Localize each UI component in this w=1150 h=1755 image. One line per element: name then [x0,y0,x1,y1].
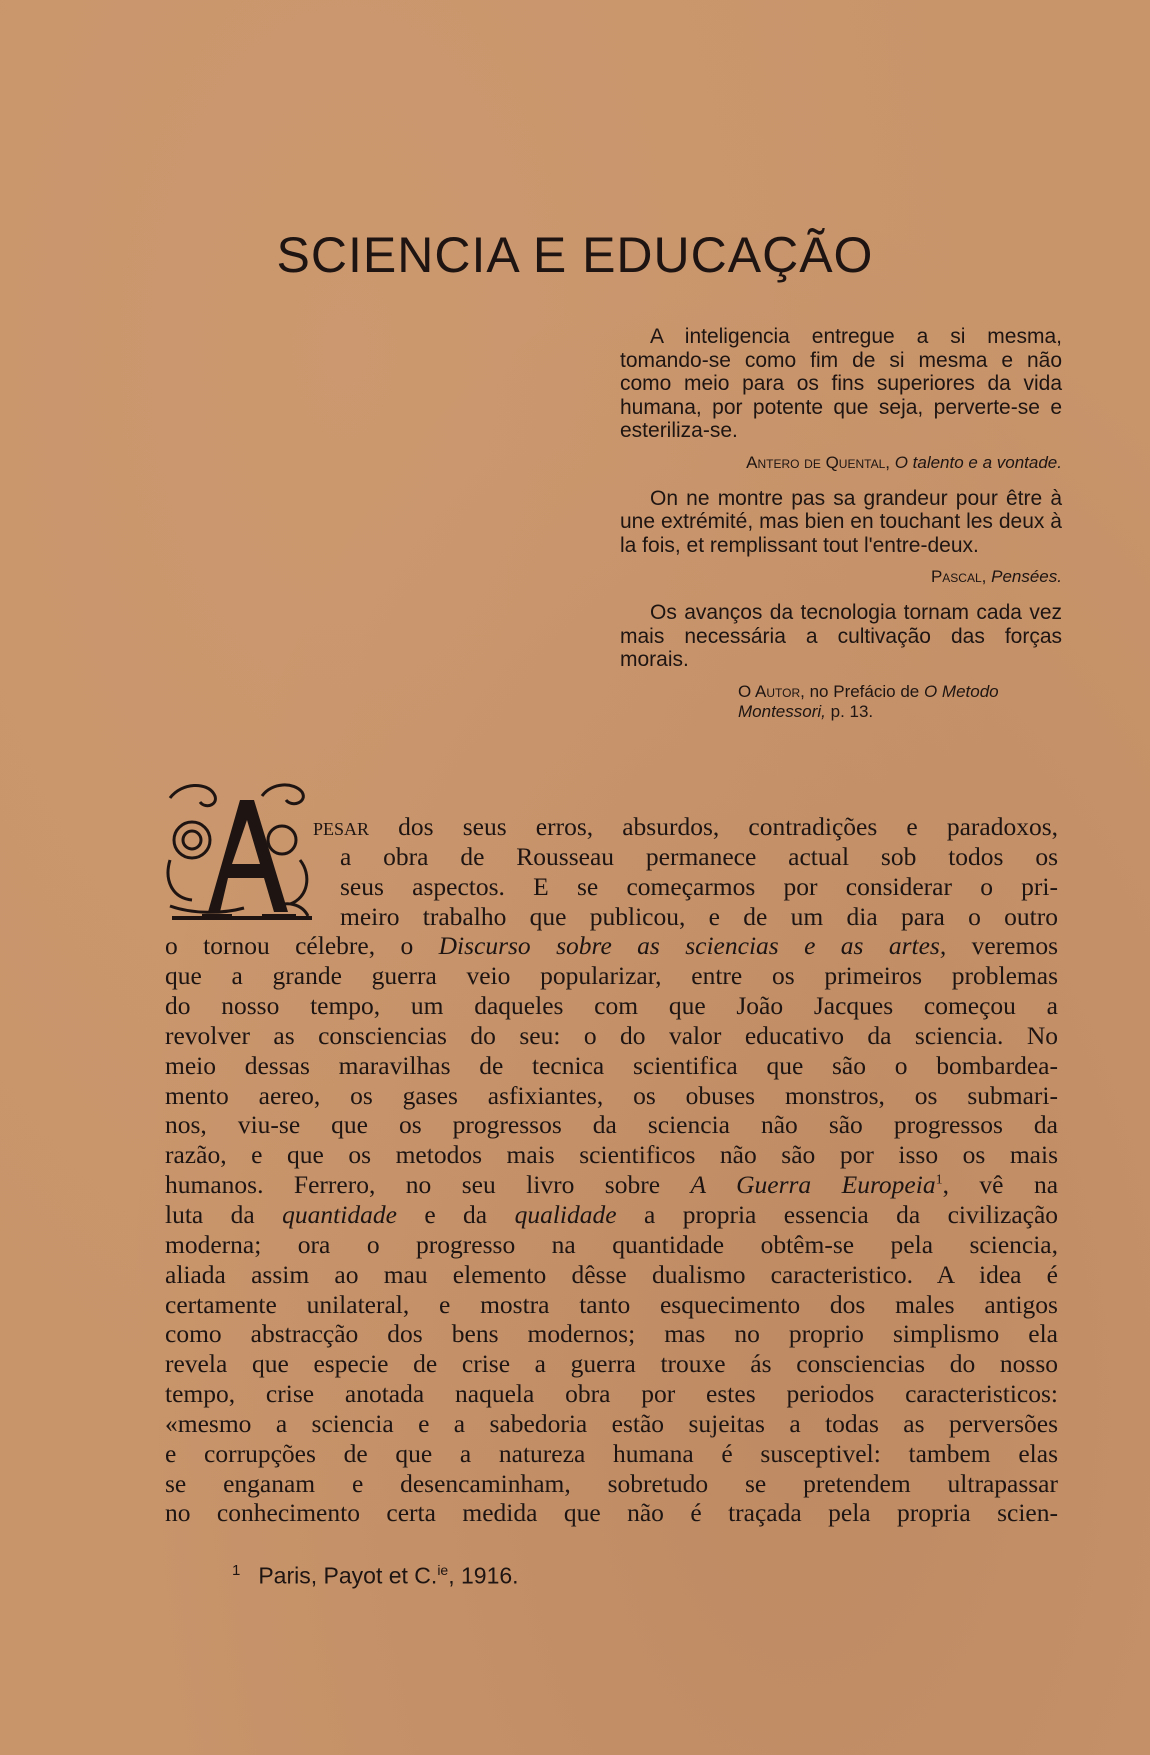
body-line-5: o tornou célebre, o Discurso sobre as sciencias e as artes, veremos [165,931,1058,961]
epigraph-1-citation [620,453,1062,473]
body-line-24: no conhecimento certa medida que não é traçada pela propria scien- [165,1498,1058,1528]
footnote: $^1$ Paris, Payot et C.$^{ie}$, 1916. [232,1562,519,1589]
body-line-11: nos, viu-se que os progressos da sciencia não são progressos da [165,1110,1058,1140]
body-line-13: humanos. Ferrero, no seu livro sobre A Guerra Europeia$^1$, vê na [165,1170,1059,1200]
body-line-12: razão, e que os metodos mais scientificos não são por isso os mais [165,1140,1058,1170]
body-line-7: do nosso tempo, um daqueles com que João Jacques começou a [165,991,1058,1021]
body-text [165,812,1058,1528]
body-line-16: aliada assim ao mau elemento dêsse dualismo caracteristico. A idea é [165,1259,1058,1289]
epigraph-2-text: On ne montre pas sa grandeur pour être à une extrémité, mas bien en touchant les deux à la fois, et remplissant tout l'entre-deux. [620,486,1062,557]
dropcap-letter: A [162,780,163,781]
body-line-10: mento aereo, os gases asfixiantes, os obuses monstros, os submari- [165,1080,1058,1110]
body-line-18: como abstracção dos bens modernos; mas no proprio simplismo ela [165,1319,1058,1349]
epigraph-3-middle: no Prefácio de [809,681,920,701]
body-line-3: seus aspectos. E se começarmos por considerar o pri- [340,871,1058,901]
epigraph-2-citation [620,567,1062,587]
body-line-23: se enganam e desencaminham, sobretudo se pretendem ultrapassar [165,1468,1058,1498]
body-line-21: «mesmo a sciencia e a sabedoria estão sujeitas a todas as perversões [165,1408,1058,1438]
body-line-8: revolver as consciencias do seu: o do valor educativo da sciencia. No [165,1020,1058,1050]
body-line-19: revela que especie de crise a guerra trouxe ás consciencias do nosso [165,1349,1058,1379]
epigraph-3-work: O Metodo Montessori, [738,681,999,721]
guerra-europeia-title: A Guerra Europeia [690,1170,936,1200]
epigraph-1-work: O talento e a vontade. [894,452,1062,472]
discurso-title: Discurso sobre as sciencias e as artes, [438,931,947,961]
epigraph-2-work: Pensées. [991,567,1062,586]
lead-word: pesar [313,812,370,841]
epigraph-3-author: O Autor, [738,681,805,701]
epigraphs [620,325,1062,736]
body-line-1: pesar dos seus erros, absurdos, contradições e paradoxos, [313,812,1059,841]
epigraph-3-page: p. 13. [830,701,874,721]
epigraph-3-citation [620,682,1062,722]
footnote-number: 1 [232,1562,241,1579]
body-line-4: meiro trabalho que publicou, e de um dia para o outro [340,901,1058,931]
body-line-20: tempo, crise anotada naquela obra por estes periodos caracteristicos: [165,1379,1058,1409]
body-line-14: luta da quantidade e da qualidade a propria essencia da civilização [165,1199,1059,1229]
body-line-17: certamente unilateral, e mostra tanto esquecimento dos males antigos [165,1289,1058,1319]
body-line-6: que a grande guerra veio popularizar, entre os primeiros problemas [165,961,1058,991]
body-line-2: a obra de Rousseau permanece actual sob todos os [340,841,1058,871]
epigraph-1-text: A inteligencia entregue a si mesma, tomando-se como fim de si mesma e não como meio para os fins superiores da vida humana, por potente que seja, perverte-se e esteriliza-se. [620,325,1062,442]
chapter-title: SCIENCIA E EDUCAÇÃO [276,226,874,283]
epigraph-2-author: Pascal, [930,567,987,586]
body-line-9: meio dessas maravilhas de tecnica scientifica que são o bombardea- [165,1050,1058,1080]
body-line-22: e corrupções de que a natureza humana é susceptivel: tambem elas [165,1438,1058,1468]
epigraph-1-author: Antero de Quental, [746,452,890,472]
epigraph-3-text: Os avanços da tecnologia tornam cada vez mais necessária a cultivação das forças morais. [620,601,1062,671]
body-line-15: moderna; ora o progresso na quantidade obtêm-se pela sciencia, [165,1229,1058,1259]
footnote-ref: 1 [935,1172,943,1188]
